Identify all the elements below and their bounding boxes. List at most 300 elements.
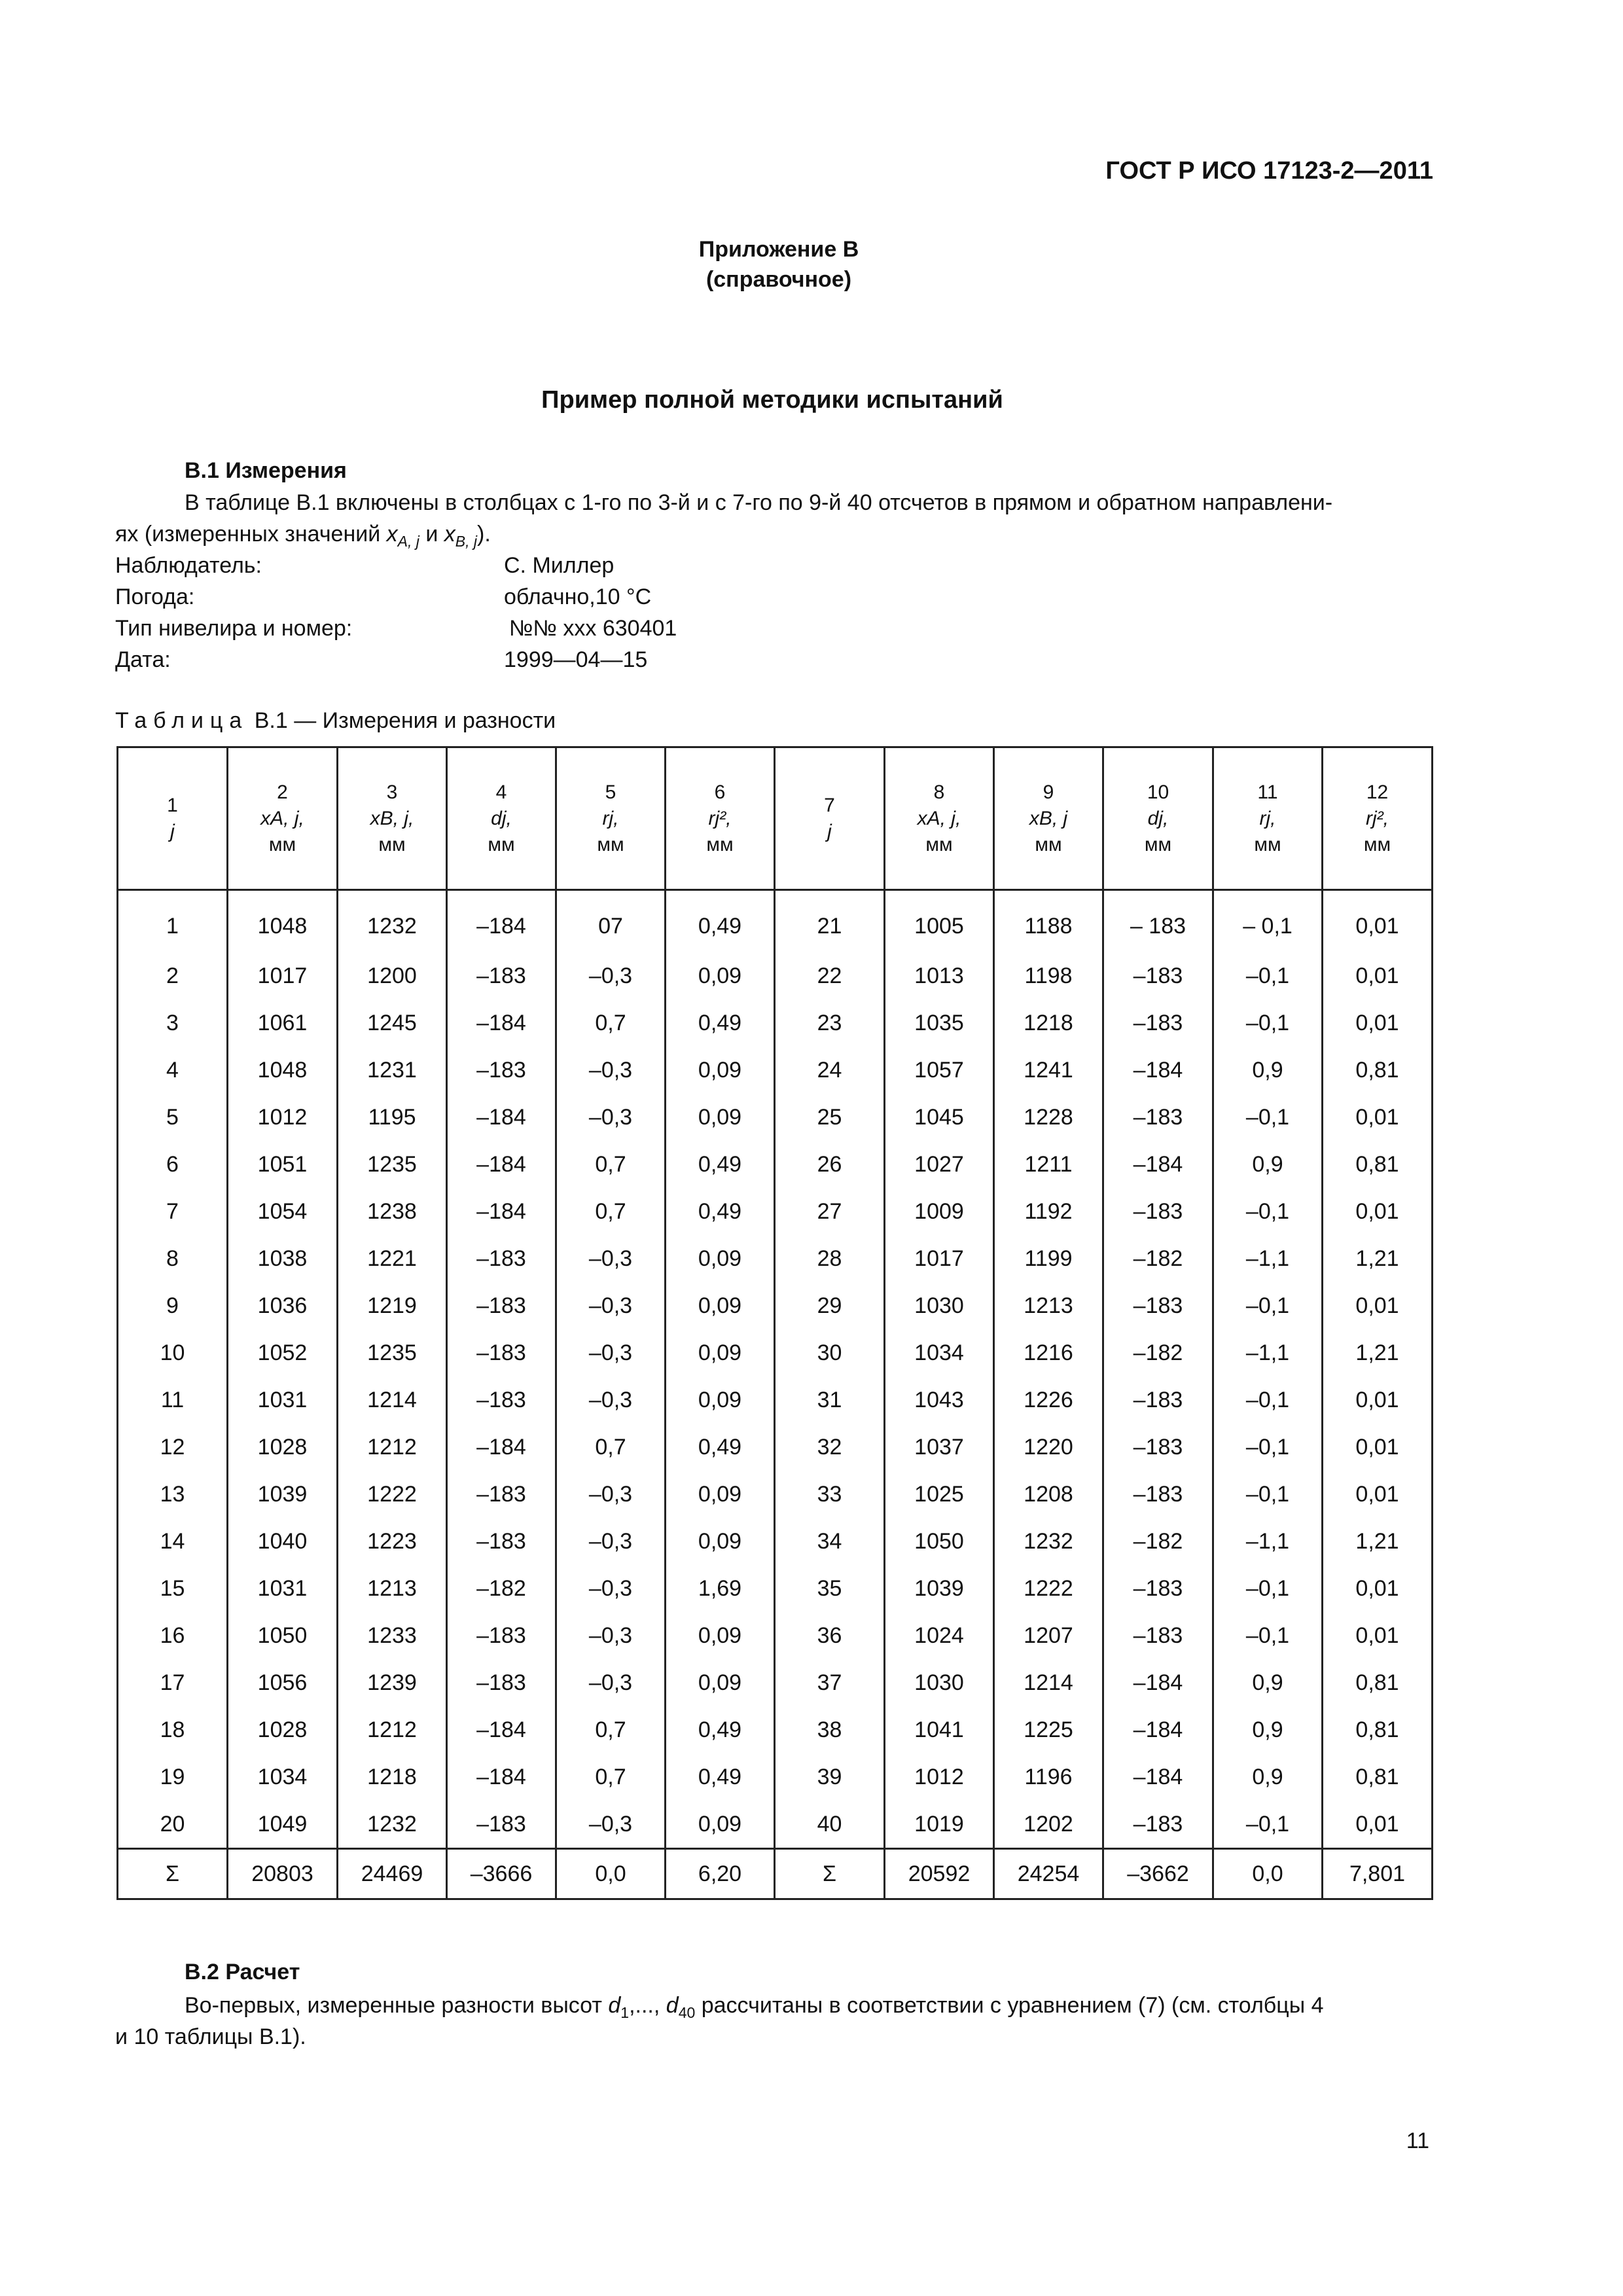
column-header xyxy=(775,747,885,890)
table-cell: –182 xyxy=(1103,1235,1213,1282)
column-header-unit: мм xyxy=(1254,833,1281,855)
column-header-num: 9 xyxy=(1043,781,1054,803)
column-header-num: 6 xyxy=(714,781,726,803)
table-cell: 1005 xyxy=(885,890,994,953)
section-heading-b1: B.1 Измерения xyxy=(185,458,347,483)
table-cell: 1 xyxy=(118,890,228,953)
table-cell: –183 xyxy=(447,1047,556,1094)
table-cell: 1,21 xyxy=(1323,1518,1433,1565)
column-header xyxy=(1213,747,1323,890)
xb-subscript: B, j xyxy=(455,533,478,550)
table-cell: 0,09 xyxy=(666,1612,775,1659)
table-cell: 33 xyxy=(775,1471,885,1518)
table-cell: –183 xyxy=(1103,1094,1213,1141)
sum-cell: 0,0 xyxy=(556,1849,666,1899)
table-cell: –1,1 xyxy=(1213,1235,1323,1282)
appendix-type: (справочное) xyxy=(705,267,852,292)
table-cell: –184 xyxy=(1103,1706,1213,1753)
table-cell: –0,3 xyxy=(556,1094,666,1141)
table-cell: 0,7 xyxy=(556,999,666,1047)
column-header-unit: мм xyxy=(268,833,296,855)
table-cell: 07 xyxy=(556,890,666,953)
table-cell: 1200 xyxy=(338,952,447,999)
table-cell: 23 xyxy=(775,999,885,1047)
measurements-table xyxy=(116,746,1433,1900)
table-cell: 3 xyxy=(118,999,228,1047)
table-cell: 1012 xyxy=(885,1753,994,1801)
table-cell: –183 xyxy=(447,1471,556,1518)
table-cell: 1039 xyxy=(228,1471,338,1518)
column-header-num: 10 xyxy=(1147,781,1169,803)
table-cell: 1216 xyxy=(994,1329,1103,1376)
table-row xyxy=(118,1047,1433,1094)
table-cell: –0,3 xyxy=(556,952,666,999)
column-header-num: 11 xyxy=(1257,781,1278,803)
table-cell: 11 xyxy=(118,1376,228,1424)
table-cell: 0,49 xyxy=(666,999,775,1047)
table-cell: 1235 xyxy=(338,1329,447,1376)
table-cell: 1192 xyxy=(994,1188,1103,1235)
table-row xyxy=(118,1471,1433,1518)
table-cell: 12 xyxy=(118,1424,228,1471)
table-cell: 1207 xyxy=(994,1612,1103,1659)
column-header-sym: xA, j, xyxy=(260,807,304,829)
table-cell: –184 xyxy=(447,890,556,953)
table-row xyxy=(118,1282,1433,1329)
para-text: ях (измеренных значений xyxy=(115,522,387,547)
table-cell: 1196 xyxy=(994,1753,1103,1801)
section-b1-para-line1: В таблице B.1 включены в столбцах с 1-го по 3-й и с 7-го по 9-й 40 отсчетов в прямом и обратном направлени- xyxy=(185,490,1333,515)
section-b2-line1 xyxy=(185,1990,1324,2028)
table-row xyxy=(118,952,1433,999)
table-cell: 0,49 xyxy=(666,1753,775,1801)
section-heading-b2: B.2 Расчет xyxy=(185,1960,300,1984)
table-cell: 30 xyxy=(775,1329,885,1376)
table-cell: –184 xyxy=(447,1188,556,1235)
table-cell: 1039 xyxy=(885,1565,994,1612)
table-cell: 1061 xyxy=(228,999,338,1047)
table-cell: –0,3 xyxy=(556,1659,666,1706)
table-cell: 0,81 xyxy=(1323,1047,1433,1094)
table-cell: 1213 xyxy=(338,1565,447,1612)
table-cell: 1214 xyxy=(994,1659,1103,1706)
table-cell: 6 xyxy=(118,1141,228,1188)
meta-level-value: №№ ххх 630401 xyxy=(509,616,677,641)
table-cell: 1233 xyxy=(338,1612,447,1659)
table-cell: 0,09 xyxy=(666,1376,775,1424)
table-cell: 1050 xyxy=(885,1518,994,1565)
table-cell: 31 xyxy=(775,1376,885,1424)
table-cell: – 183 xyxy=(1103,890,1213,953)
sum-cell: Σ xyxy=(775,1849,885,1899)
table-cell: 0,81 xyxy=(1323,1753,1433,1801)
table-cell: –183 xyxy=(447,1235,556,1282)
xa-symbol: x xyxy=(386,522,398,547)
table-cell: 1232 xyxy=(994,1518,1103,1565)
column-header-num: 8 xyxy=(933,781,945,803)
table-cell: 0,9 xyxy=(1213,1047,1323,1094)
table-cell: 1218 xyxy=(994,999,1103,1047)
table-cell: 0,01 xyxy=(1323,1188,1433,1235)
table-cell: 1219 xyxy=(338,1282,447,1329)
column-header-unit: мм xyxy=(1363,833,1391,855)
column-header xyxy=(994,747,1103,890)
table-cell: 0,09 xyxy=(666,1094,775,1141)
table-row xyxy=(118,1753,1433,1801)
column-header xyxy=(666,747,775,890)
table-row xyxy=(118,1518,1433,1565)
column-header-sym: rj, xyxy=(602,807,619,829)
meta-weather-label: Погода: xyxy=(115,584,195,609)
table-cell: 1202 xyxy=(994,1801,1103,1849)
table-cell: 16 xyxy=(118,1612,228,1659)
table-cell: –183 xyxy=(1103,1801,1213,1849)
table-cell: 17 xyxy=(118,1659,228,1706)
table-cell: 0,09 xyxy=(666,1801,775,1849)
table-cell: 1235 xyxy=(338,1141,447,1188)
table-cell: –183 xyxy=(1103,999,1213,1047)
table-cell: 1222 xyxy=(338,1471,447,1518)
table-cell: –183 xyxy=(1103,1376,1213,1424)
table-cell: 32 xyxy=(775,1424,885,1471)
table-cell: 1245 xyxy=(338,999,447,1047)
table-cell: 1208 xyxy=(994,1471,1103,1518)
column-header-sym: j xyxy=(170,820,175,842)
table-row xyxy=(118,1706,1433,1753)
table-cell: 0,01 xyxy=(1323,1565,1433,1612)
table-cell: –184 xyxy=(447,1094,556,1141)
table-cell: –183 xyxy=(1103,952,1213,999)
table-cell: 1034 xyxy=(228,1753,338,1801)
table-cell: –0,1 xyxy=(1213,1612,1323,1659)
table-cell: –182 xyxy=(1103,1329,1213,1376)
table-cell: 0,01 xyxy=(1323,952,1433,999)
table-cell: –0,1 xyxy=(1213,1565,1323,1612)
column-header xyxy=(885,747,994,890)
table-row xyxy=(118,999,1433,1047)
table-caption-text: B.1 — Измерения и разности xyxy=(248,708,556,733)
column-header-num: 1 xyxy=(167,794,178,816)
table-cell: –184 xyxy=(447,1753,556,1801)
table-cell: 1050 xyxy=(228,1612,338,1659)
table-cell: 1223 xyxy=(338,1518,447,1565)
table-cell: –182 xyxy=(1103,1518,1213,1565)
table-cell: 2 xyxy=(118,952,228,999)
table-row xyxy=(118,1376,1433,1424)
table-sum-row xyxy=(118,1849,1433,1899)
table-cell: 1238 xyxy=(338,1188,447,1235)
table-cell: 1228 xyxy=(994,1094,1103,1141)
table-cell: 0,9 xyxy=(1213,1659,1323,1706)
table-cell: –0,1 xyxy=(1213,1282,1323,1329)
table-cell: 1,21 xyxy=(1323,1329,1433,1376)
table-cell: 0,49 xyxy=(666,1706,775,1753)
meta-observer-value: С. Миллер xyxy=(504,553,615,578)
table-cell: 1035 xyxy=(885,999,994,1047)
table-cell: 1225 xyxy=(994,1706,1103,1753)
table-cell: 9 xyxy=(118,1282,228,1329)
table-cell: –1,1 xyxy=(1213,1329,1323,1376)
table-cell: 27 xyxy=(775,1188,885,1235)
table-cell: 0,49 xyxy=(666,1188,775,1235)
table-cell: 34 xyxy=(775,1518,885,1565)
page-number: 11 xyxy=(1406,2128,1429,2153)
table-cell: 38 xyxy=(775,1706,885,1753)
table-cell: –183 xyxy=(447,1376,556,1424)
table-cell: 24 xyxy=(775,1047,885,1094)
column-header xyxy=(556,747,666,890)
column-header-unit: мм xyxy=(488,833,515,855)
table-cell: 1198 xyxy=(994,952,1103,999)
table-cell: 1212 xyxy=(338,1706,447,1753)
table-cell: –182 xyxy=(447,1565,556,1612)
sum-cell: 20592 xyxy=(885,1849,994,1899)
table-cell: 1048 xyxy=(228,1047,338,1094)
column-header-sym: j xyxy=(827,820,832,842)
table-cell: 1231 xyxy=(338,1047,447,1094)
column-header-num: 4 xyxy=(495,781,507,803)
para-text: Во-первых, измеренные разности высот xyxy=(185,1993,609,2018)
table-cell: 8 xyxy=(118,1235,228,1282)
table-cell: 1031 xyxy=(228,1376,338,1424)
table-cell: 1037 xyxy=(885,1424,994,1471)
table-cell: 1,21 xyxy=(1323,1235,1433,1282)
table-cell: –0,1 xyxy=(1213,1376,1323,1424)
table-cell: 1024 xyxy=(885,1612,994,1659)
table-cell: –0,1 xyxy=(1213,999,1323,1047)
table-cell: –0,3 xyxy=(556,1282,666,1329)
table-row xyxy=(118,1141,1433,1188)
meta-date-label: Дата: xyxy=(115,647,171,672)
table-cell: 0,01 xyxy=(1323,1471,1433,1518)
table-cell: –183 xyxy=(1103,1471,1213,1518)
column-header-num: 12 xyxy=(1366,781,1389,803)
para-text: рассчитаны в соответствии с уравнением (7) (см. столбцы 4 xyxy=(695,1993,1324,2018)
table-cell: 0,09 xyxy=(666,1471,775,1518)
table-cell: –184 xyxy=(1103,1047,1213,1094)
column-header-unit: мм xyxy=(1035,833,1062,855)
table-cell: 0,9 xyxy=(1213,1753,1323,1801)
table-cell: 18 xyxy=(118,1706,228,1753)
table-cell: –1,1 xyxy=(1213,1518,1323,1565)
table-cell: 1214 xyxy=(338,1376,447,1424)
table-row xyxy=(118,1612,1433,1659)
sum-cell: 6,20 xyxy=(666,1849,775,1899)
table-cell: –183 xyxy=(447,1612,556,1659)
table-cell: 36 xyxy=(775,1612,885,1659)
table-cell: 1025 xyxy=(885,1471,994,1518)
sum-cell: 20803 xyxy=(228,1849,338,1899)
table-cell: –184 xyxy=(447,999,556,1047)
column-header-sym: xB, j, xyxy=(370,807,414,829)
table-cell: 1211 xyxy=(994,1141,1103,1188)
sum-cell: –3666 xyxy=(447,1849,556,1899)
table-cell: 1041 xyxy=(885,1706,994,1753)
column-header-sym: rj², xyxy=(708,807,732,829)
table-cell: 35 xyxy=(775,1565,885,1612)
table-cell: 0,09 xyxy=(666,1329,775,1376)
table-row xyxy=(118,890,1433,953)
table-cell: – 0,1 xyxy=(1213,890,1323,953)
table-cell: 15 xyxy=(118,1565,228,1612)
table-row xyxy=(118,1565,1433,1612)
sum-cell: –3662 xyxy=(1103,1849,1213,1899)
table-cell: 1036 xyxy=(228,1282,338,1329)
meta-observer-label: Наблюдатель: xyxy=(115,553,262,578)
column-header-sym: rj, xyxy=(1259,807,1276,829)
table-cell: 0,01 xyxy=(1323,1282,1433,1329)
table-cell: 0,01 xyxy=(1323,999,1433,1047)
column-header-sym: xA, j, xyxy=(917,807,961,829)
table-cell: –0,3 xyxy=(556,1612,666,1659)
table-cell: 0,01 xyxy=(1323,1376,1433,1424)
table-cell: 1232 xyxy=(338,890,447,953)
table-cell: 1195 xyxy=(338,1094,447,1141)
table-cell: 1213 xyxy=(994,1282,1103,1329)
table-cell: –183 xyxy=(447,1329,556,1376)
table-cell: 0,7 xyxy=(556,1424,666,1471)
sum-cell: 24254 xyxy=(994,1849,1103,1899)
column-header-unit: мм xyxy=(597,833,624,855)
table-cell: –183 xyxy=(1103,1565,1213,1612)
table-cell: 1017 xyxy=(885,1235,994,1282)
table-cell: 1218 xyxy=(338,1753,447,1801)
table-cell: –183 xyxy=(1103,1424,1213,1471)
table-row xyxy=(118,1424,1433,1471)
table-cell: –183 xyxy=(447,1801,556,1849)
table-cell: –0,1 xyxy=(1213,1094,1323,1141)
table-cell: 0,81 xyxy=(1323,1706,1433,1753)
table-cell: 0,01 xyxy=(1323,1612,1433,1659)
table-cell: 1221 xyxy=(338,1235,447,1282)
table-cell: –183 xyxy=(447,1518,556,1565)
sum-cell: 24469 xyxy=(338,1849,447,1899)
column-header-unit: мм xyxy=(925,833,953,855)
column-header-num: 7 xyxy=(824,794,835,816)
table-row xyxy=(118,1235,1433,1282)
column-header-sym: dj, xyxy=(491,807,512,829)
table-cell: 10 xyxy=(118,1329,228,1376)
column-header-num: 3 xyxy=(386,781,398,803)
table-cell: 22 xyxy=(775,952,885,999)
table-cell: 1057 xyxy=(885,1047,994,1094)
table-cell: 1040 xyxy=(228,1518,338,1565)
table-cell: 1222 xyxy=(994,1565,1103,1612)
xa-subscript: A, j xyxy=(397,533,419,550)
table-cell: 1188 xyxy=(994,890,1103,953)
table-cell: 0,9 xyxy=(1213,1141,1323,1188)
table-cell: 1017 xyxy=(228,952,338,999)
column-header-sym: xB, j xyxy=(1029,807,1068,829)
table-cell: 0,7 xyxy=(556,1706,666,1753)
table-cell: 1030 xyxy=(885,1659,994,1706)
d1-symbol: d xyxy=(608,1993,621,2018)
column-header-num: 5 xyxy=(605,781,616,803)
table-cell: 1051 xyxy=(228,1141,338,1188)
table-cell: 26 xyxy=(775,1141,885,1188)
table-cell: 4 xyxy=(118,1047,228,1094)
para-text: ). xyxy=(477,522,491,547)
table-row xyxy=(118,1329,1433,1376)
table-cell: –184 xyxy=(447,1424,556,1471)
table-cell: 0,49 xyxy=(666,1424,775,1471)
table-cell: –0,3 xyxy=(556,1565,666,1612)
sum-cell: 0,0 xyxy=(1213,1849,1323,1899)
table-cell: 1034 xyxy=(885,1329,994,1376)
table-cell: 19 xyxy=(118,1753,228,1801)
table-cell: 1045 xyxy=(885,1094,994,1141)
table-cell: 1031 xyxy=(228,1565,338,1612)
table-cell: 0,09 xyxy=(666,1235,775,1282)
section-b1-para-line2 xyxy=(115,518,491,557)
table-cell: 5 xyxy=(118,1094,228,1141)
table-cell: 13 xyxy=(118,1471,228,1518)
column-header-unit: мм xyxy=(378,833,406,855)
column-header xyxy=(447,747,556,890)
table-cell: 1052 xyxy=(228,1329,338,1376)
table-cell: –0,3 xyxy=(556,1801,666,1849)
table-row xyxy=(118,1094,1433,1141)
table-cell: 0,09 xyxy=(666,1518,775,1565)
table-cell: 1028 xyxy=(228,1424,338,1471)
table-cell: –0,1 xyxy=(1213,1801,1323,1849)
table-cell: 29 xyxy=(775,1282,885,1329)
table-cell: –0,3 xyxy=(556,1471,666,1518)
table-cell: 1027 xyxy=(885,1141,994,1188)
table-cell: –184 xyxy=(1103,1141,1213,1188)
appendix-label: Приложение B xyxy=(698,237,859,262)
table-cell: 1232 xyxy=(338,1801,447,1849)
table-cell: 0,7 xyxy=(556,1188,666,1235)
table-cell: 1049 xyxy=(228,1801,338,1849)
table-cell: 1226 xyxy=(994,1376,1103,1424)
table-cell: 1048 xyxy=(228,890,338,953)
table-cell: –183 xyxy=(447,1659,556,1706)
table-cell: –183 xyxy=(447,1282,556,1329)
column-header-unit: мм xyxy=(1144,833,1172,855)
table-cell: 0,49 xyxy=(666,890,775,953)
table-cell: 1054 xyxy=(228,1188,338,1235)
table-cell: 39 xyxy=(775,1753,885,1801)
meta-level-label: Тип нивелира и номер: xyxy=(115,616,353,641)
table-cell: 1239 xyxy=(338,1659,447,1706)
para-text: и xyxy=(419,522,444,547)
table-header-row xyxy=(118,747,1433,890)
table-cell: 0,7 xyxy=(556,1753,666,1801)
table-cell: 0,81 xyxy=(1323,1141,1433,1188)
table-cell: 0,09 xyxy=(666,1659,775,1706)
table-cell: 37 xyxy=(775,1659,885,1706)
d40-subscript: 40 xyxy=(678,2004,696,2021)
table-cell: 1013 xyxy=(885,952,994,999)
column-header xyxy=(228,747,338,890)
table-cell: –0,1 xyxy=(1213,1188,1323,1235)
table-cell: 7 xyxy=(118,1188,228,1235)
table-cell: –0,3 xyxy=(556,1329,666,1376)
table-cell: 1019 xyxy=(885,1801,994,1849)
table-row xyxy=(118,1659,1433,1706)
table-cell: 20 xyxy=(118,1801,228,1849)
table-cell: 1199 xyxy=(994,1235,1103,1282)
table-cell: –0,3 xyxy=(556,1235,666,1282)
table-cell: 1056 xyxy=(228,1659,338,1706)
para-text: ,..., xyxy=(629,1993,666,2018)
xb-symbol: x xyxy=(444,522,455,547)
standard-number: ГОСТ Р ИСО 17123-2—2011 xyxy=(1105,157,1433,185)
table-cell: –183 xyxy=(1103,1282,1213,1329)
table-cell: 1012 xyxy=(228,1094,338,1141)
table-cell: –184 xyxy=(1103,1659,1213,1706)
